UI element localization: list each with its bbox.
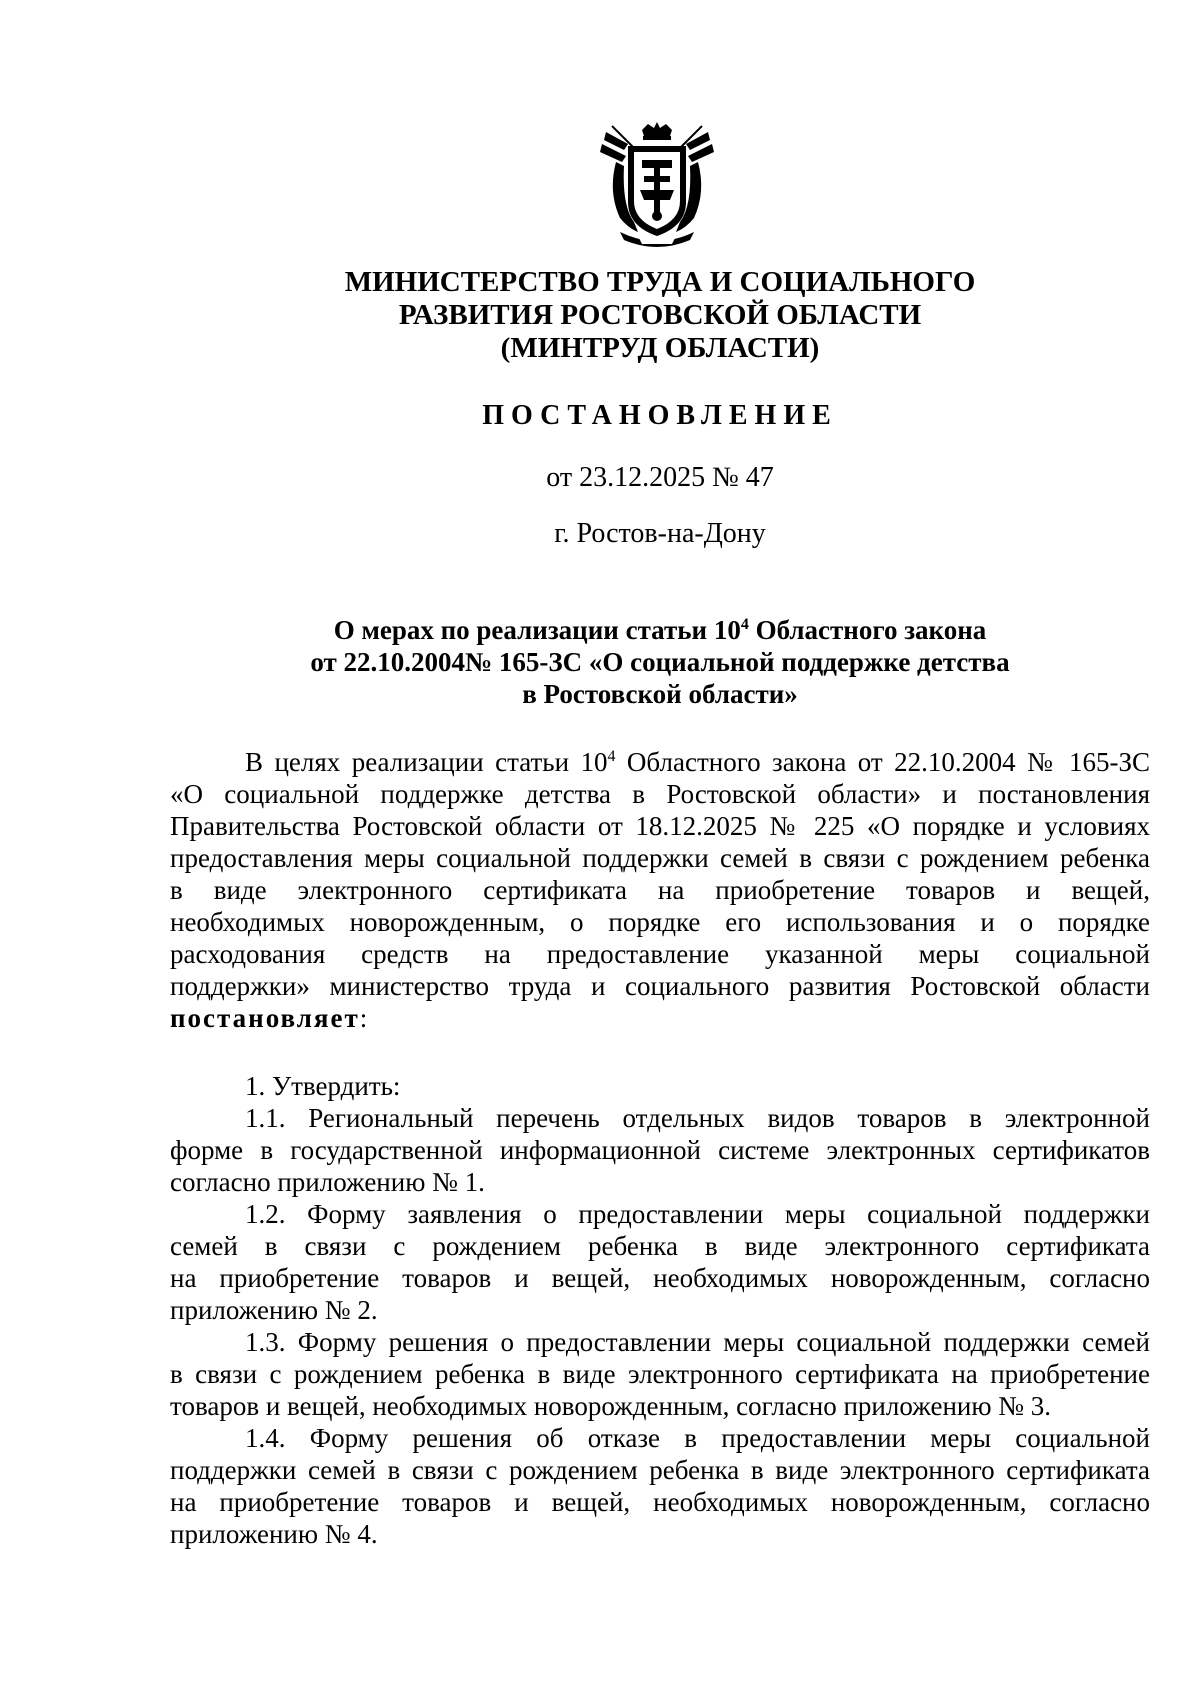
document-subject <box>170 614 1150 710</box>
resolves-word: постановляет <box>170 1003 360 1033</box>
preamble-line-5: в виде электронного сертификата на приобретение товаров и вещей, <box>170 875 1150 905</box>
document-city: г. Ростов-на-Дону <box>554 518 766 549</box>
preamble-line-3: Правительства Ростовской области от 18.12.2025 № 225 «О порядке и условиях <box>170 811 1150 841</box>
item-1-2-line-3: на приобретение товаров и вещей, необходимых новорожденным, согласно <box>170 1263 1150 1293</box>
org-line-1: МИНИСТЕРСТВО ТРУДА И СОЦИАЛЬНОГО <box>344 266 976 298</box>
document-date-number: от 23.12.2025 № 47 <box>546 462 774 493</box>
item-1-3-line-3: товаров и вещей, необходимых новорожденным, согласно приложению № 3. <box>170 1391 1052 1421</box>
item-1-3-line-1: 1.3. Форму решения о предоставлении меры социальной поддержки семей <box>245 1327 1150 1357</box>
preamble-superscript: 4 <box>607 748 616 765</box>
item-1-1-line-3: согласно приложению № 1. <box>170 1167 485 1197</box>
subject-superscript: 4 <box>740 616 749 633</box>
subject-line-2: от 22.10.2004№ 165-ЗС «О социальной поддержке детства <box>310 647 1010 677</box>
item-1-1-line-2: форме в государственной информационной системе электронных сертификатов <box>170 1135 1150 1165</box>
org-line-2: РАЗВИТИЯ РОСТОВСКОЙ ОБЛАСТИ <box>398 299 922 331</box>
subject-line-1-tail: Областного закона <box>748 615 987 645</box>
item-1-3-line-2: в связи с рождением ребенка в виде электронного сертификата на приобретение <box>170 1359 1150 1389</box>
preamble-line-1-text: В целях реализации статьи 10 <box>245 747 608 777</box>
preamble-line-9 <box>170 1002 1150 1034</box>
item-1: 1. Утвердить: <box>245 1071 401 1101</box>
preamble-line-6: необходимых новорожденным, о порядке его использования и о порядке <box>170 907 1150 937</box>
organization-name <box>170 266 1150 365</box>
preamble-line-2: «О социальной поддержке детства в Ростовской области» и постановления <box>170 779 1150 809</box>
resolution-items <box>170 1070 1150 1550</box>
item-1-4-line-2: поддержки семей в связи с рождением ребенка в виде электронного сертификата <box>170 1455 1150 1485</box>
item-1-2-line-4: приложению № 2. <box>170 1295 378 1325</box>
item-1-4-line-1: 1.4. Форму решения об отказе в предоставлении меры социальной <box>245 1423 1150 1453</box>
preamble-paragraph <box>170 746 1150 1034</box>
resolves-colon: : <box>359 1003 368 1033</box>
subject-line-1 <box>170 614 1150 646</box>
item-1-4-line-3: на приобретение товаров и вещей, необходимых новорожденным, согласно <box>170 1487 1150 1517</box>
org-line-3: (МИНТРУД ОБЛАСТИ) <box>500 332 820 364</box>
preamble-line-1-tail: Областного закона от 22.10.2004 № 165-ЗС <box>615 747 1151 777</box>
item-1-2-line-1: 1.2. Форму заявления о предоставлении меры социальной поддержки <box>245 1199 1150 1229</box>
item-1-1-line-1: 1.1. Региональный перечень отдельных видов товаров в электронной <box>245 1103 1150 1133</box>
item-1-4-line-4: приложению № 4. <box>170 1519 378 1549</box>
preamble-line-4: предоставления меры социальной поддержки семей в связи с рождением ребенка <box>170 843 1150 873</box>
subject-line-3: в Ростовской области» <box>522 679 798 709</box>
subject-line-1-text: О мерах по реализации статьи 10 <box>333 615 741 645</box>
document-type: ПОСТАНОВЛЕНИЕ <box>482 400 838 431</box>
preamble-line-1 <box>170 746 1150 778</box>
item-1-2-line-2: семей в связи с рождением ребенка в виде электронного сертификата <box>170 1231 1150 1261</box>
preamble-line-8: поддержки» министерство труда и социального развития Ростовской области <box>170 971 1150 1001</box>
coat-of-arms-icon <box>598 122 716 248</box>
preamble-line-7: расходования средств на предоставление указанной меры социальной <box>170 939 1150 969</box>
